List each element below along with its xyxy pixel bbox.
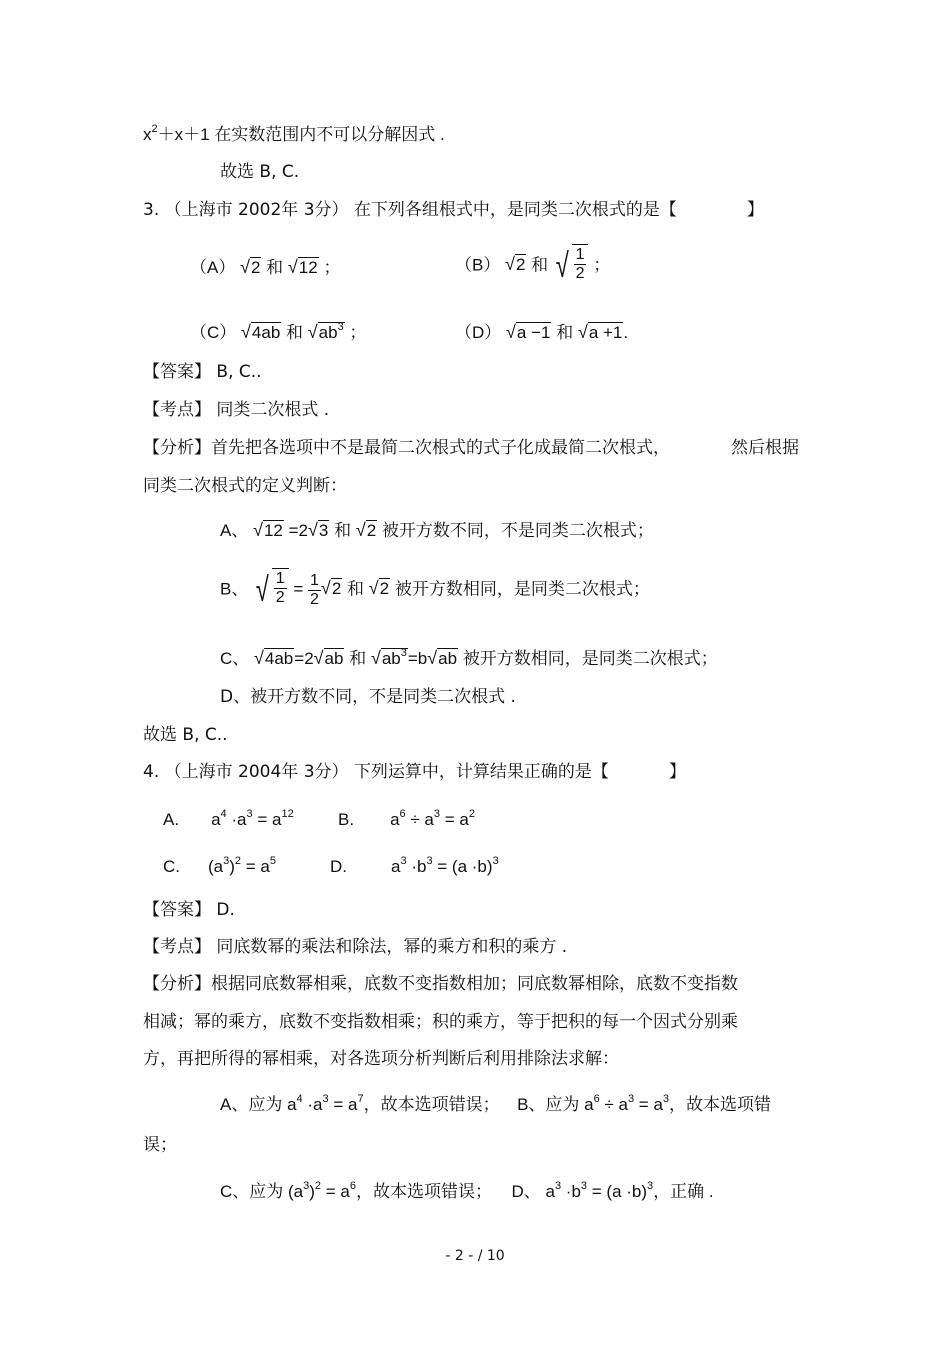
q4-option-a: A. $a^4 \cdot a^3 = a^{12}$ [163, 808, 294, 829]
conclusion-prev: 故选 B, C. [220, 162, 300, 182]
q3-stem: 3. （上海市 2002年 3分） 在下列各组根式中，是同类二次根式的是【 】 [143, 200, 764, 220]
q4-analysis-1: 【分析】根据同底数幂相乘，底数不变指数相加；同底数幂相除，底数不变指数 [143, 974, 738, 994]
q3-sol-c: C、 √4ab=2√ab 和 $√ab^3=b√ab$ 被开方数相同，是同类二次根式； [220, 647, 718, 668]
q4-stem: 4. （上海市 2004年 3分） 下列运算中，计算结果正确的是【 】 [143, 762, 686, 782]
text-not-factorable: 在实数范围内不可以分解因式 . [214, 125, 445, 144]
q3-option-c: （C） √4ab 和 $√ab^3$ ； [190, 321, 367, 342]
q4-option-c: C. $(a^3)^2 = a^5$ [163, 855, 277, 876]
q4-topic: 【考点】 同底数幂的乘法和除法，幂的乘方和积的乘方 . [143, 937, 568, 957]
q3-analysis-2: 同类二次根式的定义判断： [143, 476, 347, 496]
q3-option-a: （A） √2 和 √12 ； [190, 257, 341, 277]
q4-sol-ab: A、应为 $a^4 \cdot a^3 = a^7$，故本选项错误； B、应为 $a^6 \div a^3 = a^3$，故本选项错 [220, 1093, 772, 1114]
line-x2x1: $x^2+x+1$ 在实数范围内不可以分解因式 . [143, 123, 445, 144]
q4-answer: 【答案】 D. [143, 900, 235, 920]
q3-topic: 【考点】 同类二次根式 . [143, 400, 330, 420]
q3-conclusion: 故选 B, C.. [143, 725, 228, 745]
page-number: - 2 - / 10 [445, 1248, 505, 1264]
q3-analysis-1b: 然后根据 [731, 438, 799, 458]
q4-analysis-3: 方，再把所得的幂相乘，对各选项分析判断后利用排除法求解： [143, 1049, 619, 1069]
q3-sol-d: D、被开方数不同，不是同类二次根式 . [220, 687, 516, 707]
q3-option-b: （B） √2 和 √ $\frac{1}{2}$ ； [455, 244, 610, 288]
q4-option-b: B. $a^6 \div a^3 = a^2$ [338, 808, 475, 829]
q3-sol-a: A、 √12 =2√3 和 √2 被开方数不同，不是同类二次根式； [220, 520, 654, 540]
q3-option-d: （D） √a −1 和 √a +1. [455, 322, 629, 342]
q4-option-d: D. $a^3 \cdot b^3 = (a \cdot b)^3$ [330, 855, 499, 876]
q3-answer: 【答案】 B, C.. [143, 362, 262, 382]
q4-sol-ab-cont: 误； [143, 1135, 177, 1155]
q4-sol-cd: C、应为 $(a^3)^2 = a^6$，故本选项错误； D、 $a^3 \cdot b^3 = (a \cdot b)^3$，正确 . [220, 1180, 714, 1201]
q4-analysis-2: 相减；幂的乘方，底数不变指数相乘；积的乘方，等于把积的每一个因式分别乘 [143, 1012, 738, 1032]
q3-sol-b: B、 √ $\frac{1}{2}$ = $\frac{1}{2}$ √2 和 √2 被开方数相同，是同类二次根式； [220, 568, 650, 612]
q3-analysis-1: 【分析】首先把各选项中不是最简二次根式的式子化成最简二次根式， [143, 438, 670, 458]
